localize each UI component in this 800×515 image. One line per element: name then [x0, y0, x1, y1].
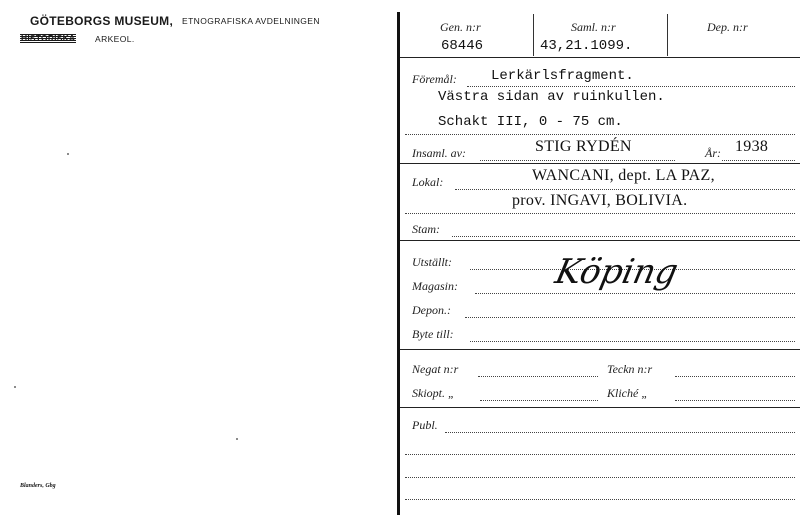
insaml-label: Insaml. av: — [412, 146, 466, 160]
byte-line — [470, 340, 795, 342]
negat-line — [478, 375, 598, 377]
paper-speck — [67, 153, 69, 155]
gen-nr-label: Gen. n:r — [440, 20, 481, 34]
foremal-line — [467, 85, 795, 87]
magasin-label: Magasin: — [412, 279, 458, 293]
utstallt-label: Utställt: — [412, 255, 453, 269]
lokal-line — [455, 188, 795, 190]
ar-value: 1938 — [735, 138, 769, 155]
section-rule — [400, 407, 800, 408]
skiopt-label: Skiopt. „ — [412, 386, 455, 400]
skiopt-line — [480, 399, 598, 401]
section-rule — [400, 163, 800, 164]
box-divider — [667, 14, 668, 56]
section-name: ARKEOL. — [95, 34, 135, 44]
saml-nr-value: 43,21.1099. — [540, 38, 633, 54]
negat-label: Negat n:r — [412, 362, 459, 376]
paper-speck — [14, 386, 16, 388]
lokal-line-2: prov. INGAVI, BOLIVIA. — [512, 192, 688, 209]
foremal-line-2: Västra sidan av ruinkullen. — [438, 89, 665, 105]
foremal-label: Föremål: — [412, 72, 457, 86]
foremal-extra-line — [405, 133, 795, 135]
publ-line — [405, 476, 795, 478]
publ-line — [405, 498, 795, 500]
paper-speck — [236, 438, 238, 440]
department-name: ETNOGRAFISKA AVDELNINGEN — [182, 16, 320, 26]
struck-out-section: HISTORISKA — [21, 33, 76, 43]
section-rule — [400, 240, 800, 241]
dep-nr-label: Dep. n:r — [707, 20, 748, 34]
depon-label: Depon.: — [412, 303, 451, 317]
ar-label: År: — [705, 146, 721, 160]
gen-nr-value: 68446 — [441, 38, 484, 54]
lokal-extra-line — [405, 212, 795, 214]
insaml-line — [480, 159, 675, 161]
publ-line — [405, 453, 795, 455]
teckn-line — [675, 375, 795, 377]
publ-label: Publ. — [412, 418, 438, 432]
kliche-line — [675, 399, 795, 401]
saml-nr-label: Saml. n:r — [571, 20, 616, 34]
depon-line — [465, 316, 795, 318]
handwritten-location: Köping — [551, 252, 682, 292]
foremal-line-3: Schakt III, 0 - 75 cm. — [438, 114, 623, 130]
box-divider — [533, 14, 534, 56]
lokal-label: Lokal: — [412, 175, 444, 189]
foremal-line-1: Lerkärlsfragment. — [491, 68, 634, 84]
museum-name: GÖTEBORGS MUSEUM, — [30, 14, 174, 28]
stam-line — [452, 235, 795, 237]
section-rule — [400, 349, 800, 350]
kliche-label: Kliché „ — [607, 386, 648, 400]
lokal-line-1: WANCANI, dept. LA PAZ, — [532, 167, 715, 184]
byte-label: Byte till: — [412, 327, 454, 341]
header-rule — [400, 57, 800, 58]
card-spine — [397, 12, 400, 515]
stam-label: Stam: — [412, 222, 440, 236]
teckn-label: Teckn n:r — [607, 362, 653, 376]
magasin-line — [475, 292, 795, 294]
ar-line — [722, 159, 795, 161]
insaml-value: STIG RYDÉN — [535, 138, 632, 155]
publ-line — [445, 431, 795, 433]
printer-mark: Blanders, Gbg — [20, 483, 56, 489]
